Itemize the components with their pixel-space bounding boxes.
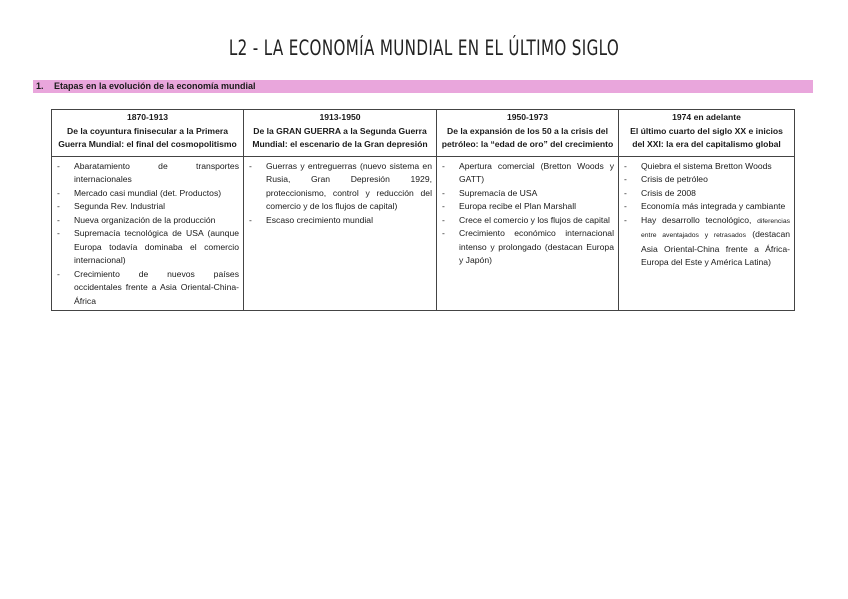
list-item <box>623 214 790 270</box>
period-subtitle: De la GRAN GUERRA a la Segunda Guerra Mundial: el escenario de la Gran depresión <box>252 125 428 149</box>
list-item: - Supremacía tecnológica de USA (aunque Europa todavía dominaba el comercio internacional) <box>56 227 239 268</box>
period-subtitle: De la coyuntura finisecular a la Primera Guerra Mundial: el final del cosmopolitismo <box>58 125 237 149</box>
list-item: - Supremacía de USA <box>441 187 614 201</box>
list-item: - Crisis de petróleo <box>623 173 790 187</box>
period-label: 1913-1950 <box>319 112 361 122</box>
section-number: 1. <box>36 81 44 91</box>
bullet-list <box>441 160 614 268</box>
bullet-list <box>56 160 239 309</box>
list-item: - Crecimiento económico internacional intenso y prolongado (destacan Europa y Japón) <box>441 227 614 268</box>
list-item-lead: Hay desarrollo tecnológico, <box>641 214 752 225</box>
header-cell <box>244 110 437 157</box>
content-cell <box>437 156 619 311</box>
content-cell <box>619 156 795 311</box>
period-subtitle: De la expansión de los 50 a la crisis del petróleo: la “edad de oro” del crecimiento <box>441 125 614 149</box>
period-label: 1974 en adelante <box>672 112 741 122</box>
period-label: 1870-1913 <box>126 112 169 122</box>
page-title: L2 - LA ECONOMÍA MUNDIAL EN EL ÚLTIMO SIGLO <box>228 36 620 60</box>
bullet-list <box>248 160 432 228</box>
header-cell <box>52 110 244 157</box>
section-label: Etapas en la evolución de la economía mundial <box>54 81 256 91</box>
list-item: - Escaso crecimiento mundial <box>248 214 432 228</box>
list-item: - Abaratamiento de transportes internacionales <box>56 160 239 187</box>
list-item: - Europa recibe el Plan Marshall <box>441 200 614 214</box>
list-item: - Nueva organización de la producción <box>56 214 239 228</box>
list-item: - Crece el comercio y los flujos de capital <box>441 214 614 228</box>
list-item: - Guerras y entreguerras (nuevo sistema en Rusia, Gran Depresión 1929, proteccionismo, control y reducción del comercio y de los flujos de capital) <box>248 160 432 214</box>
header-cell <box>619 110 795 157</box>
list-item: - Quiebra el sistema Bretton Woods <box>623 160 790 174</box>
section-heading <box>33 80 813 93</box>
list-item: - Economía más integrada y cambiante <box>623 200 790 214</box>
table-body-row <box>52 156 795 311</box>
list-item: - Segunda Rev. Industrial <box>56 200 239 214</box>
list-item: - Apertura comercial (Bretton Woods y GATT) <box>441 160 614 187</box>
content-cell <box>244 156 437 311</box>
period-label: 1950-1973 <box>506 112 549 122</box>
stages-table <box>51 109 795 311</box>
list-item-tail: (destacan Asia Oriental-China frente a África-Europa del Este y América Latina) <box>641 229 791 267</box>
list-item: - Mercado casi mundial (det. Productos) <box>56 187 239 201</box>
list-item: - Crecimiento de nuevos países occidentales frente a Asia Oriental-China-África <box>56 268 239 309</box>
list-item: - Crisis de 2008 <box>623 187 790 201</box>
list-item-small-text: diferencias entre aventajados y retrasados <box>641 217 790 239</box>
header-cell <box>437 110 619 157</box>
period-subtitle: El último cuarto del siglo XX e inicios del XXI: la era del capitalismo global <box>630 125 783 149</box>
table-header-row <box>52 110 795 157</box>
bullet-list <box>623 160 790 270</box>
content-cell <box>52 156 244 311</box>
